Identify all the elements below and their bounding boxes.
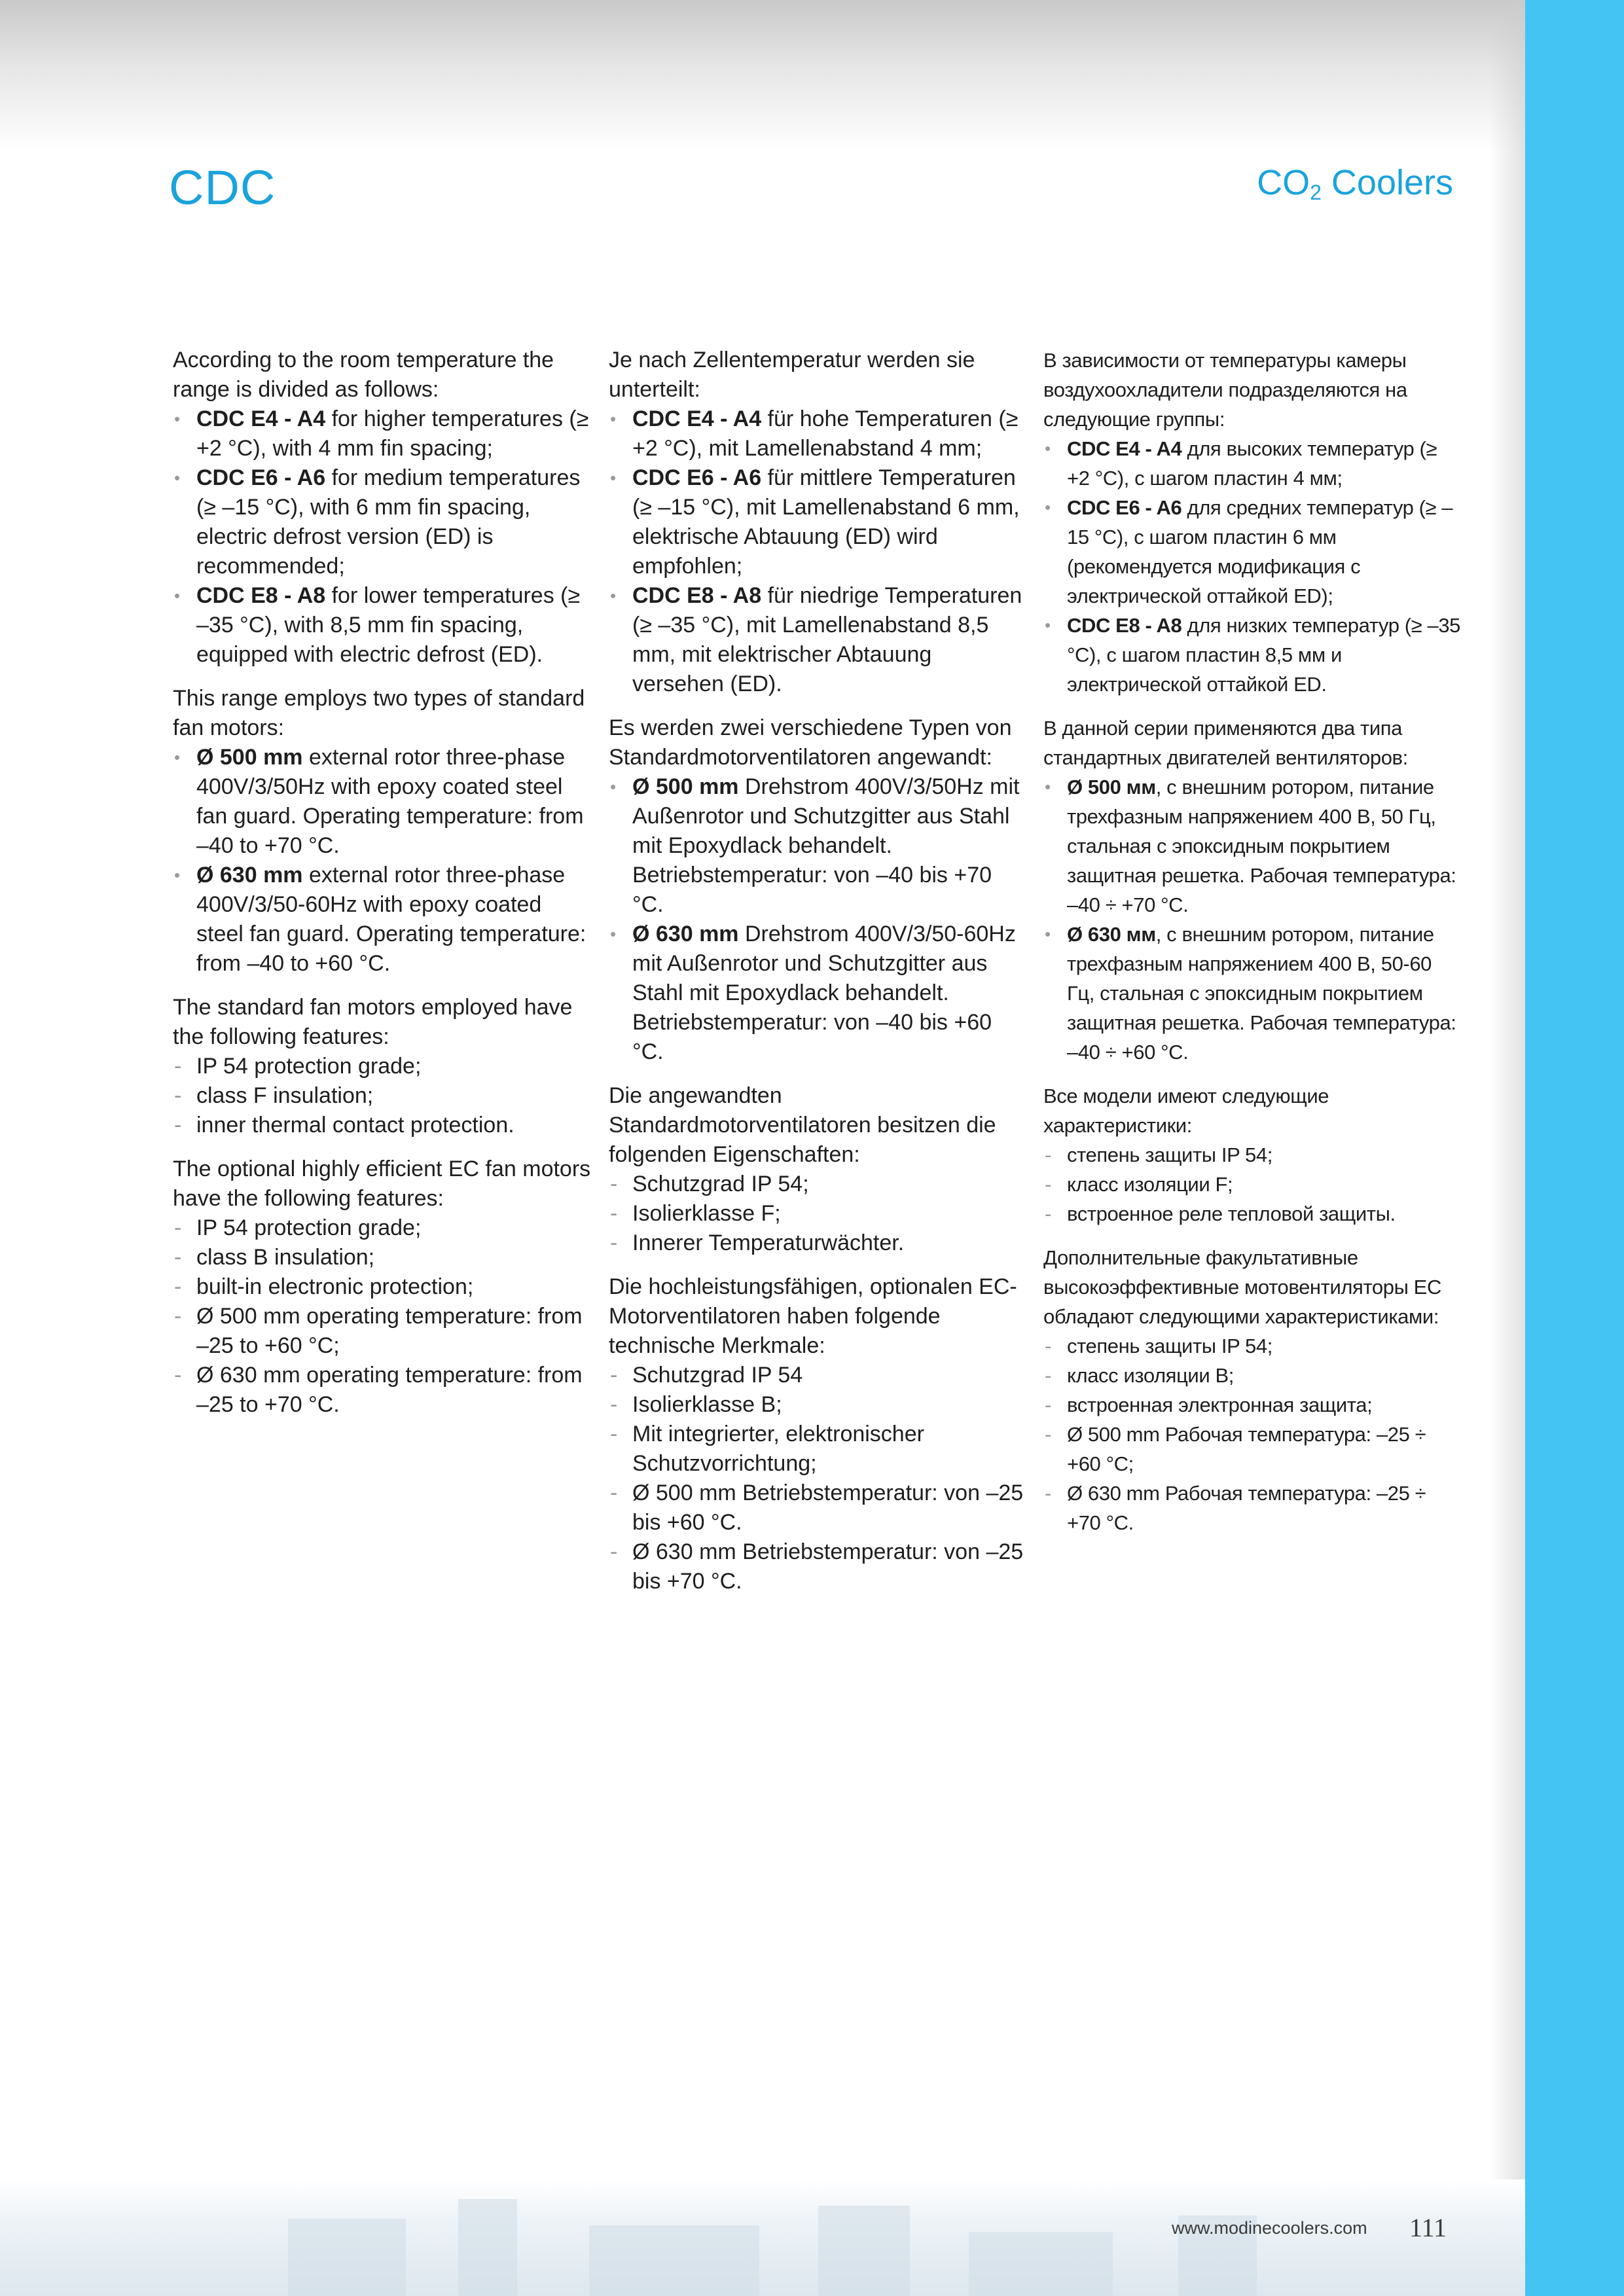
list-item: - Ø 500 mm operating temperature: from –25 to +60 °C; — [173, 1302, 592, 1361]
list-item: - встроенная электронная защита; — [1043, 1390, 1462, 1420]
model-list — [173, 404, 592, 670]
page-subtitle: $CO_2$ Coolers — [1257, 163, 1453, 204]
list-item: • CDC E4 - A4 for higher temperatures (≥ +2 °C), with 4 mm fin spacing; — [173, 404, 592, 463]
column-english — [173, 346, 592, 1434]
list-item: - Isolierklasse F; — [609, 1199, 1028, 1229]
list-item: • CDC E6 - A6 для средних температур (≥ –15 °C), с шагом пластин 6 мм (рекомендуется модификация с электрической оттайкой ED); — [1043, 493, 1462, 611]
model-list — [609, 404, 1028, 699]
standard-features-list — [609, 1170, 1028, 1258]
list-item: - Isolierklasse B; — [609, 1390, 1028, 1420]
list-item: - Ø 500 mm Betriebstemperatur: von –25 bis +60 °C. — [609, 1479, 1028, 1537]
list-item: - Innerer Temperaturwächter. — [609, 1229, 1028, 1258]
list-item: - built-in electronic protection; — [173, 1272, 592, 1302]
header-background — [0, 0, 1525, 151]
ec-motors-intro: Дополнительные факультативные высокоэффективные мотовентиляторы ЕС обладают следующими характеристиками: — [1043, 1246, 1441, 1328]
list-item: - class F insulation; — [173, 1081, 592, 1111]
list-item: - Ø 630 mm Betriebstemperatur: von –25 bis +70 °C. — [609, 1537, 1028, 1596]
range-intro: В зависимости от температуры камеры воздухоохладители подразделяются на следующие группы: — [1043, 349, 1407, 431]
list-item: - IP 54 protection grade; — [173, 1052, 592, 1081]
list-item: • Ø 500 mm Drehstrom 400V/3/50Hz mit Außenrotor und Schutzgitter aus Stahl mit Epoxydlack behandelt. Betriebstemperatur: von –40 bis +70 °C. — [609, 772, 1028, 920]
list-item: - inner thermal contact protection. — [173, 1111, 592, 1140]
list-item: - class B insulation; — [173, 1243, 592, 1272]
list-item: - Ø 500 mm Рабочая температура: –25 ÷ +60 °C; — [1043, 1420, 1462, 1479]
motors-intro: Es werden zwei verschiedene Typen von Standardmotorventilatoren angewandt: — [609, 715, 1012, 770]
motor-list — [173, 743, 592, 978]
list-item: - Ø 630 mm Рабочая температура: –25 ÷ +70 °C. — [1043, 1479, 1462, 1537]
range-intro: Je nach Zellentemperatur werden sie unterteilt: — [609, 348, 975, 402]
list-item: • Ø 630 mm Drehstrom 400V/3/50-60Hz mit Außenrotor und Schutzgitter aus Stahl mit Epoxydlack behandelt. Betriebstemperatur: von –40 bis +60 °C. — [609, 920, 1028, 1067]
column-russian — [1043, 346, 1462, 1552]
list-item: • CDC E8 - A8 для низких температур (≥ –35 °C), с шагом пластин 8,5 мм и электрической оттайкой ED. — [1043, 611, 1462, 699]
side-accent-bar — [1525, 0, 1624, 2296]
ec-motors-intro: The optional highly efficient EC fan motors have the following features: — [173, 1157, 591, 1211]
list-item: • CDC E4 - A4 für hohe Temperaturen (≥ +2 °C), mit Lamellenabstand 4 mm; — [609, 404, 1028, 463]
list-item: - IP 54 protection grade; — [173, 1213, 592, 1243]
standard-motors-intro: Все модели имеют следующие характеристики: — [1043, 1085, 1329, 1137]
list-item: • Ø 630 мм, с внешним ротором, питание трехфазным напряжением 400 В, 50-60 Гц, стальная с эпоксидным покрытием защитная решетка. Рабочая температура: –40 ÷ +60 °C. — [1043, 920, 1462, 1067]
list-item: • Ø 500 мм, с внешним ротором, питание трехфазным напряжением 400 В, 50 Гц, стальная с эпоксидным покрытием защитная решетка. Рабочая температура: –40 ÷ +70 °C. — [1043, 772, 1462, 920]
list-item: • CDC E6 - A6 für mittlere Temperaturen (≥ –15 °C), mit Lamellenabstand 6 mm, elektrische Abtauung (ED) wird empfohlen; — [609, 463, 1028, 581]
motor-list — [1043, 772, 1462, 1067]
list-item: - Schutzgrad IP 54 — [609, 1361, 1028, 1390]
standard-motors-intro: The standard fan motors employed have the following features: — [173, 995, 573, 1049]
list-item: - встроенное реле тепловой защиты. — [1043, 1199, 1462, 1229]
standard-features-list — [1043, 1140, 1462, 1229]
list-item: - класс изоляции B; — [1043, 1361, 1462, 1390]
list-item: • CDC E8 - A8 for lower temperatures (≥ –35 °C), with 8,5 mm fin spacing, equipped with electric defrost (ED). — [173, 581, 592, 670]
list-item: • CDC E6 - A6 for medium temperatures (≥ –15 °C), with 6 mm fin spacing, electric defrost version (ED) is recommended; — [173, 463, 592, 581]
list-item: • CDC E8 - A8 für niedrige Temperaturen (≥ –35 °C), mit Lamellenabstand 8,5 mm, mit elektrischer Abtauung versehen (ED). — [609, 581, 1028, 699]
side-shadow — [1489, 0, 1525, 2296]
motors-intro: В данной серии применяются два типа стандартных двигателей вентиляторов: — [1043, 717, 1408, 769]
list-item: - степень защиты IP 54; — [1043, 1331, 1462, 1361]
footer-url[interactable]: www.modinecoolers.com — [1172, 2218, 1367, 2238]
standard-motors-intro: Die angewandten Standardmotorventilatoren besitzen die folgenden Eigenschaften: — [609, 1083, 996, 1167]
list-item: - степень защиты IP 54; — [1043, 1140, 1462, 1170]
ec-motors-intro: Die hochleistungsfähigen, optionalen EC-Motorventilatoren haben folgende technische Merkmale: — [609, 1274, 1017, 1358]
list-item: - Ø 630 mm operating temperature: from –25 to +70 °C. — [173, 1361, 592, 1420]
ec-features-list — [1043, 1331, 1462, 1537]
list-item: • Ø 500 mm external rotor three-phase 400V/3/50Hz with epoxy coated steel fan guard. Operating temperature: from –40 to +70 °C. — [173, 743, 592, 861]
model-list — [1043, 434, 1462, 699]
ec-features-list — [173, 1213, 592, 1420]
range-intro: According to the room temperature the range is divided as follows: — [173, 348, 554, 402]
list-item: • Ø 630 mm external rotor three-phase 400V/3/50-60Hz with epoxy coated steel fan guard. Operating temperature: from –40 to +60 °C. — [173, 861, 592, 978]
list-item: - Mit integrierter, elektronischer Schutzvorrichtung; — [609, 1420, 1028, 1479]
page-number: 111 — [1409, 2213, 1447, 2242]
list-item: - класс изоляции F; — [1043, 1170, 1462, 1199]
ec-features-list — [609, 1361, 1028, 1596]
motor-list — [609, 772, 1028, 1067]
column-german — [609, 346, 1028, 1611]
list-item: - Schutzgrad IP 54; — [609, 1170, 1028, 1199]
standard-features-list — [173, 1052, 592, 1140]
page-title: CDC — [169, 160, 276, 215]
list-item: • CDC E4 - A4 для высоких температур (≥ +2 °C), с шагом пластин 4 мм; — [1043, 434, 1462, 493]
motors-intro: This range employs two types of standard fan motors: — [173, 686, 585, 740]
